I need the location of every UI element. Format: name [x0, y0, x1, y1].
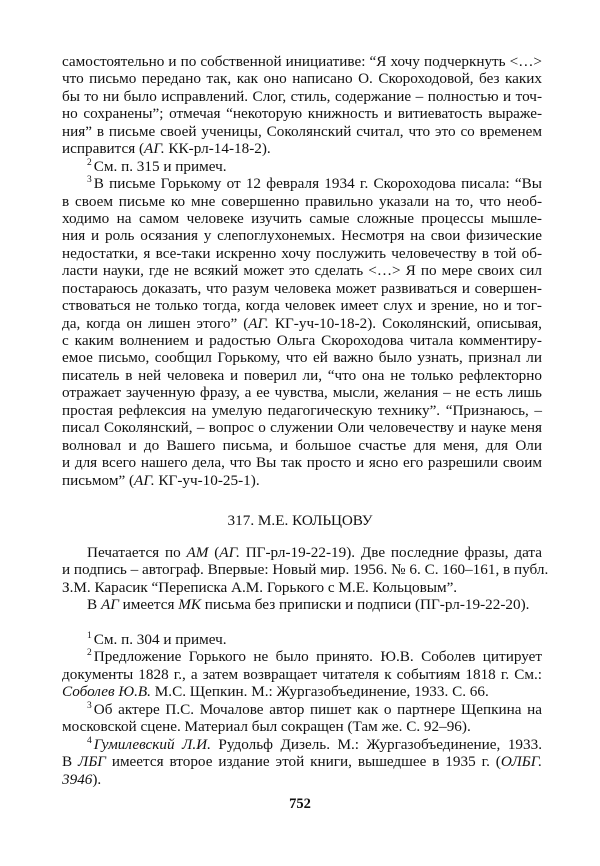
text-line [62, 402, 542, 419]
text-line [62, 88, 542, 105]
text-line [62, 718, 542, 735]
text-segment: ). [92, 770, 102, 788]
text-segment: ния и роль осязания у слепоглухонемых. Несмотря на свои физические [62, 227, 542, 245]
text-line [62, 70, 542, 87]
footnote-marker: 2 [87, 157, 92, 168]
text-segment: и для всего нашего дела, что Вы так просто и ясно его разрешили своим [62, 454, 542, 472]
text-segment: самостоятельно и по собственной инициативе: “Я хочу подчеркнуть <…> [62, 53, 542, 70]
text-segment: З.М. Карасик “Переписка А.М. Горького с М.Е. Кольцовым”. [62, 578, 458, 596]
text-line [62, 454, 542, 471]
text-segment: См. п. 315 и примеч. [93, 157, 227, 175]
italic-segment: Гумилевский Л.И. [93, 735, 211, 753]
italic-segment: ОЛБГ. [500, 753, 542, 771]
text-line [62, 280, 542, 297]
text-segment: КК-рл-14-18-2). [164, 140, 271, 158]
italic-segment: ЛБГ [78, 753, 106, 771]
text-segment: емое письмо, сообщил Горькому, что ей важно было узнать, признал ли [62, 349, 542, 367]
text-line [62, 367, 542, 384]
text-segment: письма без приписки и подписи (ПГ-рл-19-22-20). [200, 596, 530, 614]
text-line [62, 175, 542, 192]
text-line [62, 158, 542, 175]
text-line [62, 245, 542, 262]
text-line [62, 227, 542, 244]
text-segment: документы 1828 г., а затем возвращает читателя к событиям 1818 г. См.: [62, 665, 542, 683]
italic-segment: Соболев Ю.В. [62, 683, 151, 701]
text-segment: но сохранены”; отмечая “некоторую книжность и витиеватость выраже- [62, 105, 542, 123]
page-number: 752 [289, 796, 311, 812]
text-segment: См. п. 304 и примеч. [93, 631, 227, 648]
text-segment: КГ-уч-10-25-1). [154, 471, 260, 489]
text-segment: В письме Горькому от 12 февраля 1934 г. Скороходова писала: “Вы [93, 175, 542, 193]
text-segment: ласти науки, где не всякий может это сделать <…> Я по мере своих сил [62, 262, 542, 280]
text-segment: ствоваться не только тогда, когда человек имеет слух и зрение, но и тог- [62, 297, 542, 315]
text-segment: ( [208, 544, 220, 561]
text-segment: писатель в ней человека и поверил ли, “что она не только рефлекторно [62, 366, 542, 384]
text-line [62, 53, 542, 70]
text-segment: имеется [118, 596, 179, 614]
text-line [62, 631, 542, 648]
text-segment: письмом” ( [62, 471, 135, 489]
text-line [62, 140, 542, 157]
text-segment: волновал и до Вашего письма, и большое счастье для меня, для Оли [62, 436, 542, 454]
text-segment: ходимо на самом человеке изучить самые сложные процессы мышле- [62, 209, 542, 227]
text-segment: Предложение Горького не было принято. Ю.В. Соболев цитирует [93, 648, 542, 666]
text-segment: В [87, 596, 101, 614]
text-segment: М.С. Щепкин. М.: Жургазобъединение, 1933. С. 66. [150, 683, 489, 701]
italic-segment: МК [178, 596, 201, 614]
text-line [62, 648, 542, 665]
text-segment: да, когда он лишен этого” ( [62, 314, 249, 332]
text-segment: бы то ни было исправлений. Слог, стиль, содержание – полностью и точ- [62, 87, 542, 105]
text-line [62, 123, 542, 140]
text-line [62, 332, 542, 349]
text-line [62, 701, 542, 718]
text-segment: с каким волнением и радостью Ольга Скороходова читала комментиру- [62, 332, 542, 349]
footnote-marker: 4 [87, 735, 92, 746]
text-line [62, 579, 542, 596]
text-segment: ния” в письме своей ученицы, Соколянский считал, что это со временем [62, 122, 542, 140]
commentary-block-footnotes [62, 631, 542, 788]
text-segment: исправится ( [62, 140, 145, 158]
text-line [62, 210, 542, 227]
text-segment: Рудольф Дизель. М.: Жургазобъединение, 1933. [210, 735, 542, 753]
section-heading: 317. М.Е. КОЛЬЦОВУ [227, 512, 373, 529]
italic-segment: АМ [186, 544, 209, 561]
italic-segment: АГ. [248, 314, 269, 332]
text-segment: простая рефлексия на умелую педагогическую технику”. “Признаюсь, – [62, 401, 542, 419]
footnote-marker: 2 [87, 648, 92, 659]
footnote-marker: 3 [87, 700, 92, 711]
italic-segment: АГ. [144, 140, 165, 158]
text-line [62, 437, 542, 454]
text-segment: Печатается по [87, 544, 187, 561]
commentary-block-source [62, 544, 549, 614]
text-line [62, 315, 542, 332]
text-line [62, 771, 542, 788]
text-line [62, 297, 542, 314]
text-segment: В [62, 753, 79, 771]
text-segment: отражает заученную фразу, а ее чувства, мысли, желания – не есть лишь [62, 384, 542, 402]
text-segment: постараюсь доказать, что разум человека может развиваться и совершен- [62, 279, 542, 297]
text-segment: КГ-уч-10-18-2). Соколянский, описывая, [268, 314, 542, 332]
text-line [62, 472, 542, 489]
text-segment: московской сцене. Материал был сокращен (Там же. С. 92–96). [62, 718, 471, 736]
italic-segment: 3946 [62, 770, 93, 788]
text-line [62, 561, 549, 579]
italic-segment: АГ [100, 596, 119, 614]
text-segment: недостатки, я все-таки искренно хочу послужить человечеству в той об- [62, 244, 542, 262]
text-line [62, 349, 542, 366]
commentary-block-notes [62, 53, 542, 489]
text-line [62, 105, 542, 122]
text-line [62, 419, 542, 436]
text-segment: имеется второе издание этой книги, вышедшее в 1935 г. ( [105, 753, 501, 771]
text-line [62, 384, 542, 401]
text-segment: писал Соколянский, – вопрос о служении Оли человечеству и науке меня [62, 419, 542, 437]
text-line [62, 683, 542, 700]
footnote-marker: 1 [87, 631, 92, 641]
text-line [62, 736, 542, 753]
text-segment: в своем письме ко мне совершенно правильно указали на то, что необ- [62, 192, 542, 210]
text-segment: ПГ-рл-19-22-19). Две последние фразы, дата [239, 544, 542, 561]
text-line [62, 262, 542, 279]
text-line [62, 753, 542, 770]
text-line [62, 596, 542, 613]
italic-segment: АГ. [219, 544, 240, 561]
text-segment: что письмо передано так, как оно написано О. Скороходовой, без каких [62, 70, 542, 88]
text-segment: и подпись – автограф. Впервые: Новый мир. 1956. № 6. С. 160–161, в публ. [62, 561, 549, 579]
text-segment: Об актере П.С. Мочалове автор пишет как о партнере Щепкина на [93, 700, 542, 718]
italic-segment: АГ. [134, 471, 155, 489]
footnote-marker: 3 [87, 175, 92, 186]
text-line [62, 193, 542, 210]
text-line [62, 544, 542, 561]
text-line [62, 666, 542, 683]
